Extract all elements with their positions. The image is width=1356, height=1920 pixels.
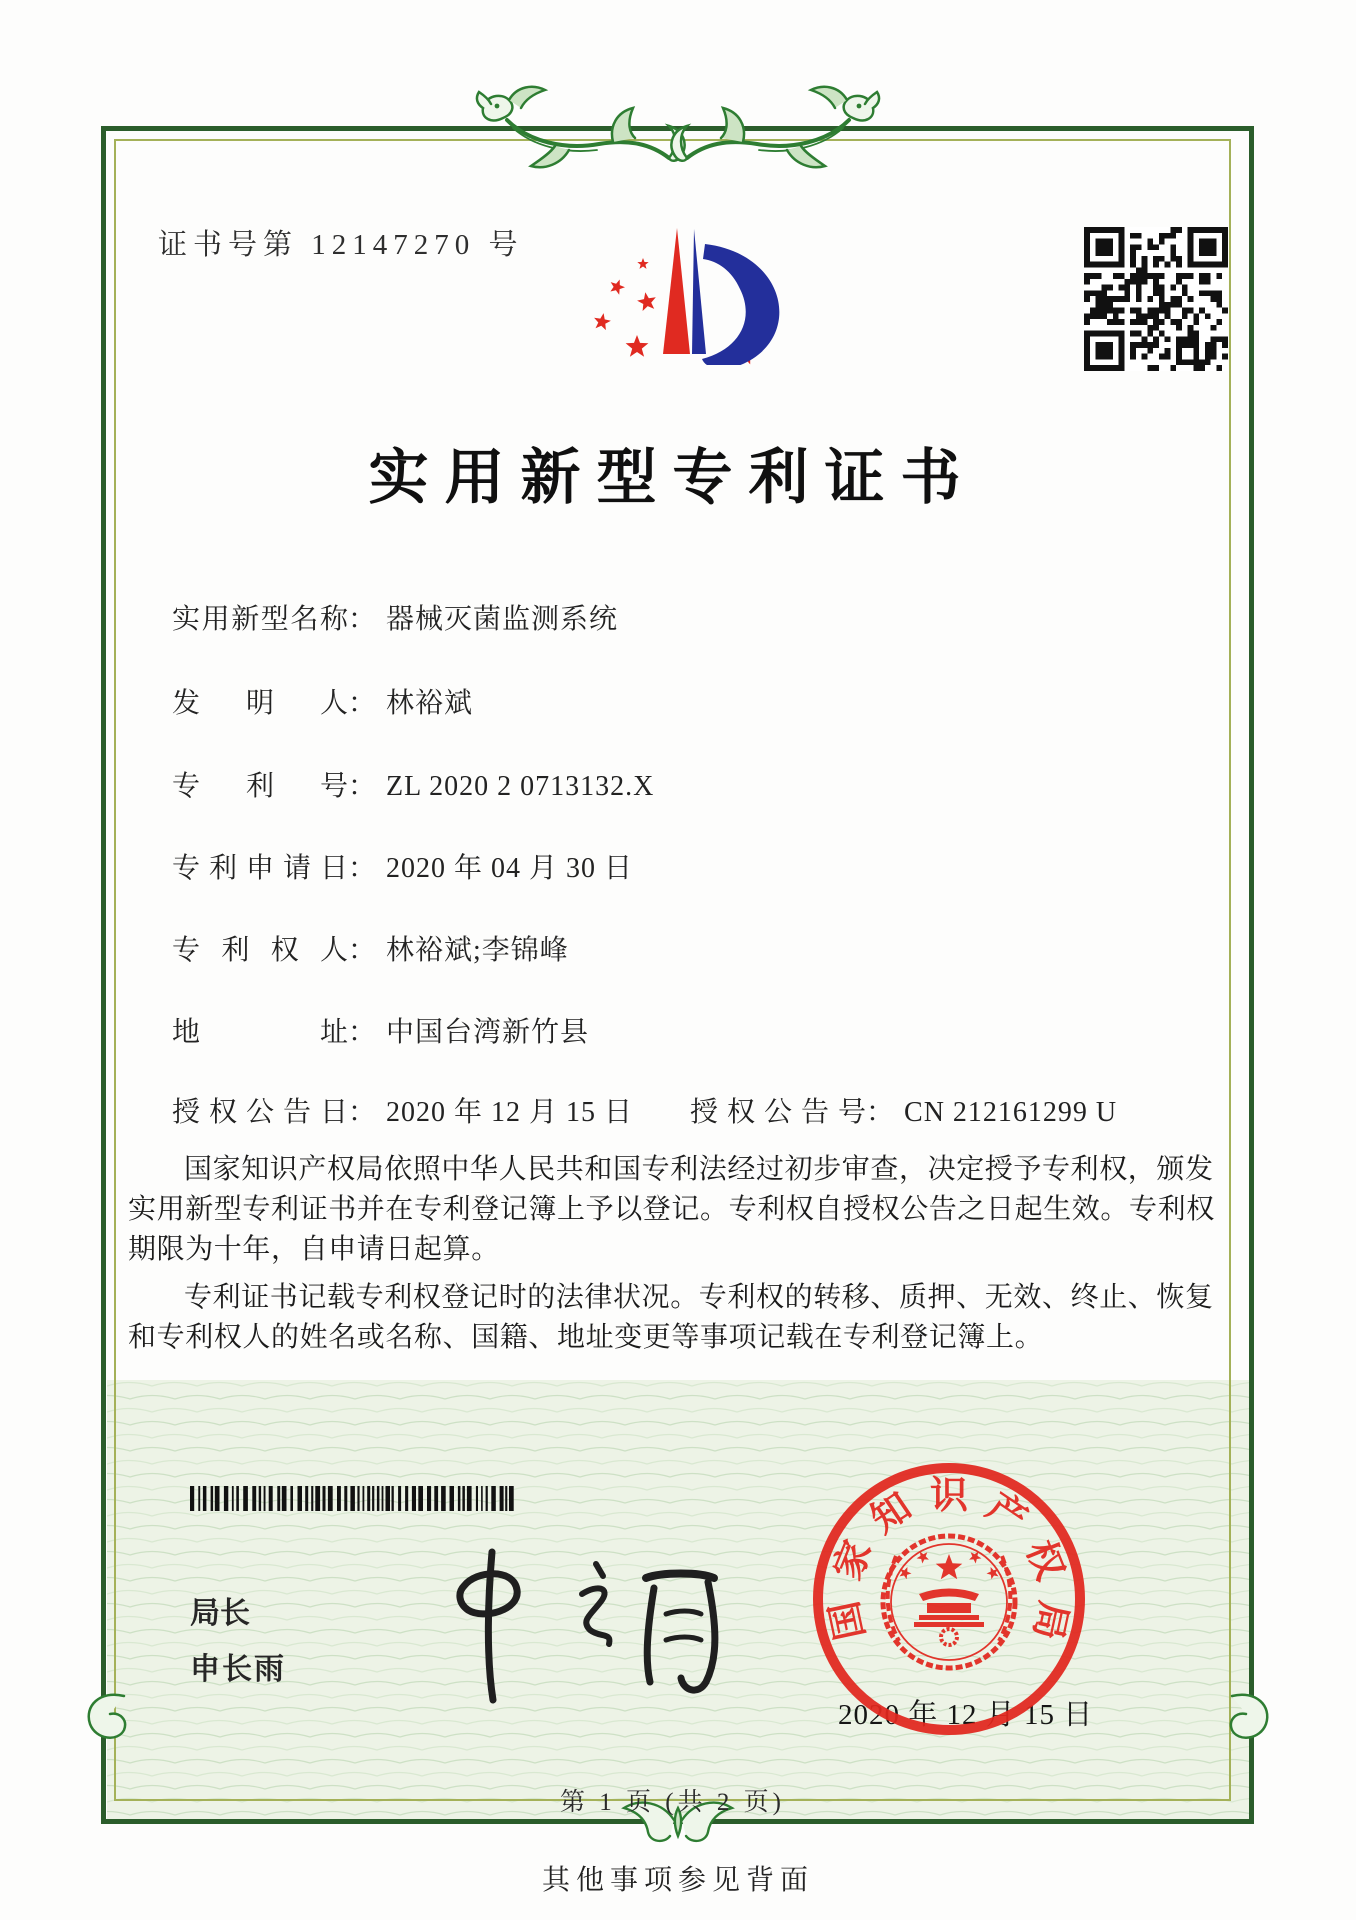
page-number: 第 1 页 (共 2 页)	[560, 1789, 785, 1816]
dragon-ornament-icon	[473, 80, 883, 180]
certificate-title: 实用新型专利证书	[368, 445, 977, 511]
field-value: 器械灭菌监测系统	[386, 604, 619, 635]
field-value: 林裕斌	[386, 688, 474, 719]
field-label: 授权公告日	[172, 1097, 348, 1128]
field-row-address: 地址： 中国台湾新竹县	[172, 1010, 589, 1050]
svg-text:识: 识	[929, 1475, 969, 1517]
field-row-inventor: 发明人： 林裕斌	[172, 681, 473, 721]
field-value: 2020 年 04 月 30 日	[386, 853, 634, 884]
field-label: 专利申请日	[172, 853, 348, 884]
field-label: 专利权人	[172, 935, 348, 966]
svg-text:知: 知	[863, 1485, 919, 1542]
field-label: 专利号	[172, 771, 348, 802]
svg-text:产: 产	[979, 1485, 1035, 1542]
field-row-patentee: 专利权人： 林裕斌;李锦峰	[172, 928, 569, 968]
border-curl-ornament-icon	[1220, 1686, 1276, 1742]
logo-blue-bowl	[702, 244, 779, 365]
field-label: 授权公告号	[690, 1097, 866, 1128]
commissioner-name: 申长雨	[190, 1653, 286, 1686]
border-curl-ornament-icon	[80, 1686, 136, 1742]
cnipa-logo-icon	[580, 193, 795, 365]
svg-text:国: 国	[823, 1597, 873, 1644]
logo-red-spike	[663, 228, 690, 354]
cnipa-official-seal-icon	[806, 1456, 1092, 1742]
legal-paragraph: 专利证书记载专利权登记时的法律状况。专利权的转移、质押、无效、终止、恢复和专利权人的姓名或名称、国籍、地址变更等事项记载在专利登记簿上。	[128, 1282, 1214, 1353]
handwritten-signature-icon	[400, 1538, 720, 1710]
legal-paragraph: 国家知识产权局依照中华人民共和国专利法经过初步审查，决定授予专利权，颁发实用新型专利证书并在专利登记簿上予以登记。专利权自授权公告之日起生效。专利权期限为十年，自申请日起算。	[128, 1154, 1215, 1265]
field-value: 林裕斌;李锦峰	[386, 935, 569, 966]
field-row-grant-date: 授权公告日： 2020 年 12 月 15 日 授权公告号： CN 212161299 U	[172, 1090, 633, 1130]
seal-date: 2020 年 12 月 15 日	[838, 1699, 1094, 1731]
barcode-icon	[190, 1486, 520, 1511]
field-label: 发明人	[172, 688, 348, 719]
certificate-number: 证书号第 12147270 号	[158, 229, 524, 261]
field-value: 2020 年 12 月 15 日	[386, 1097, 634, 1128]
field-row-filing-date: 专利申请日： 2020 年 04 月 30 日	[172, 846, 633, 886]
field-grant-number: 授权公告号： CN 212161299 U	[690, 1090, 1117, 1130]
commissioner-title: 局长	[190, 1597, 250, 1630]
svg-text:局: 局	[1025, 1597, 1075, 1644]
field-label: 实用新型名称	[172, 604, 348, 635]
field-row-patent-no: 专利号： ZL 2020 2 0713132.X	[172, 764, 654, 804]
svg-text:权: 权	[1017, 1534, 1072, 1586]
field-value: 中国台湾新竹县	[386, 1017, 590, 1048]
field-label: 地址	[172, 1017, 348, 1048]
field-value: ZL 2020 2 0713132.X	[386, 771, 655, 802]
field-value: CN 212161299 U	[904, 1097, 1118, 1128]
logo-blue-stem	[692, 229, 706, 354]
legal-text-block	[128, 1150, 1234, 1358]
field-row-name: 实用新型名称： 器械灭菌监测系统	[172, 597, 618, 637]
qr-code-icon	[1084, 227, 1228, 371]
back-side-note: 其他事项参见背面	[541, 1865, 814, 1896]
svg-text:家: 家	[826, 1534, 881, 1586]
